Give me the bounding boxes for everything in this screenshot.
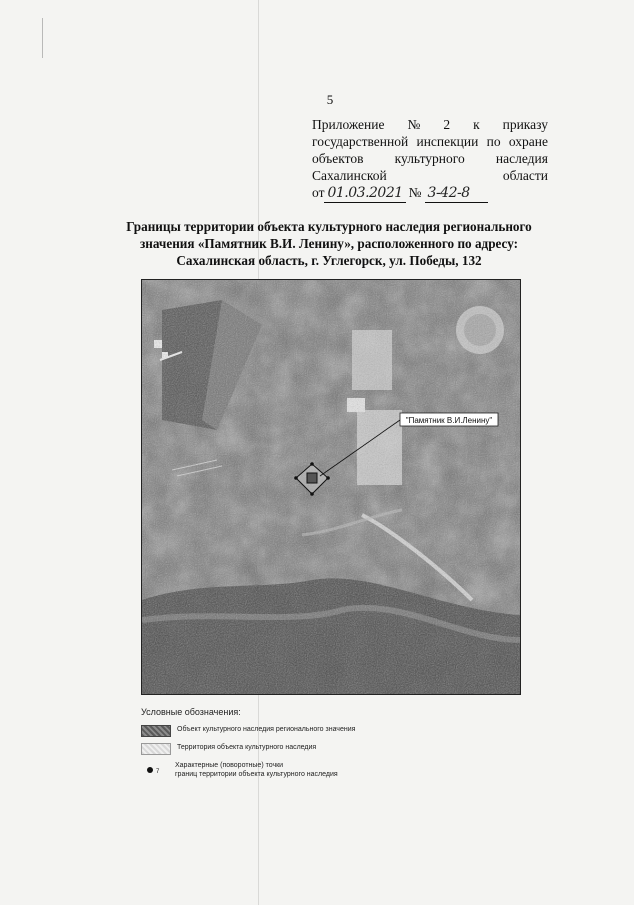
- appendix-word: объектов: [312, 151, 364, 166]
- appendix-line-3: [312, 150, 548, 167]
- map-drawing: [142, 280, 520, 694]
- point-number: 7: [156, 769, 160, 775]
- appendix-word: области: [502, 168, 548, 183]
- boundary-point: [310, 462, 314, 466]
- number-prefix: №: [408, 185, 422, 200]
- appendix-word: инспекции: [416, 134, 479, 149]
- boundary-point: [294, 476, 298, 480]
- legend-title: Условные обозначения:: [141, 707, 241, 717]
- appendix-line-4: [312, 167, 548, 184]
- title-line: Сахалинская область, г. Углегорск, ул. Победы, 132: [176, 253, 482, 268]
- appendix-word: культурного: [394, 151, 465, 166]
- callout-label: "Памятник В.И.Ленину": [405, 416, 493, 425]
- satellite-map: [141, 279, 521, 695]
- date-prefix: от: [312, 185, 325, 200]
- appendix-header: [312, 116, 548, 203]
- map-legend: [141, 707, 471, 785]
- appendix-date-line: [312, 184, 548, 203]
- handwritten-date: 01.03.2021: [324, 185, 405, 203]
- title-line: Границы территории объекта культурного наследия регионального: [126, 219, 532, 234]
- appendix-word: наследия: [495, 151, 548, 166]
- appendix-word: Приложение: [312, 117, 385, 132]
- appendix-word: охране: [508, 134, 548, 149]
- scan-artifact-line: [42, 18, 43, 58]
- handwritten-order-number: 3-42-8: [425, 185, 488, 203]
- document-title: [110, 218, 548, 269]
- appendix-word: государственной: [312, 134, 409, 149]
- legend-item-text: Объект культурного наследия регионального значения: [177, 726, 356, 733]
- boundary-point: [326, 476, 330, 480]
- legend-swatch-dark: [141, 725, 171, 737]
- legend-item-text: [175, 761, 338, 779]
- legend-swatch-light: [141, 743, 171, 755]
- legend-item-text: Территория объекта культурного наследия: [177, 744, 317, 751]
- legend-point-line: Характерные (поворотные) точки: [175, 762, 284, 769]
- boundary-point-icon: [141, 761, 169, 779]
- appendix-line-1: [312, 116, 548, 133]
- title-line: значения «Памятник В.И. Ленину», расположенного по адресу:: [139, 236, 519, 251]
- appendix-line-2: [312, 133, 548, 150]
- appendix-word: Сахалинской: [312, 168, 387, 183]
- appendix-word: к: [473, 117, 480, 132]
- legend-item-heritage-object: [141, 725, 471, 737]
- heritage-object: [307, 473, 317, 483]
- page-number: 5: [326, 92, 334, 107]
- appendix-word: по: [486, 134, 501, 149]
- legend-point-line: границ территории объекта культурного наследия: [175, 771, 338, 778]
- appendix-word: 2: [443, 117, 451, 132]
- legend-item-boundary-points: [141, 761, 471, 779]
- appendix-word: приказу: [502, 117, 548, 132]
- appendix-word: №: [407, 117, 421, 132]
- legend-item-heritage-territory: [141, 743, 471, 755]
- boundary-point: [310, 492, 314, 496]
